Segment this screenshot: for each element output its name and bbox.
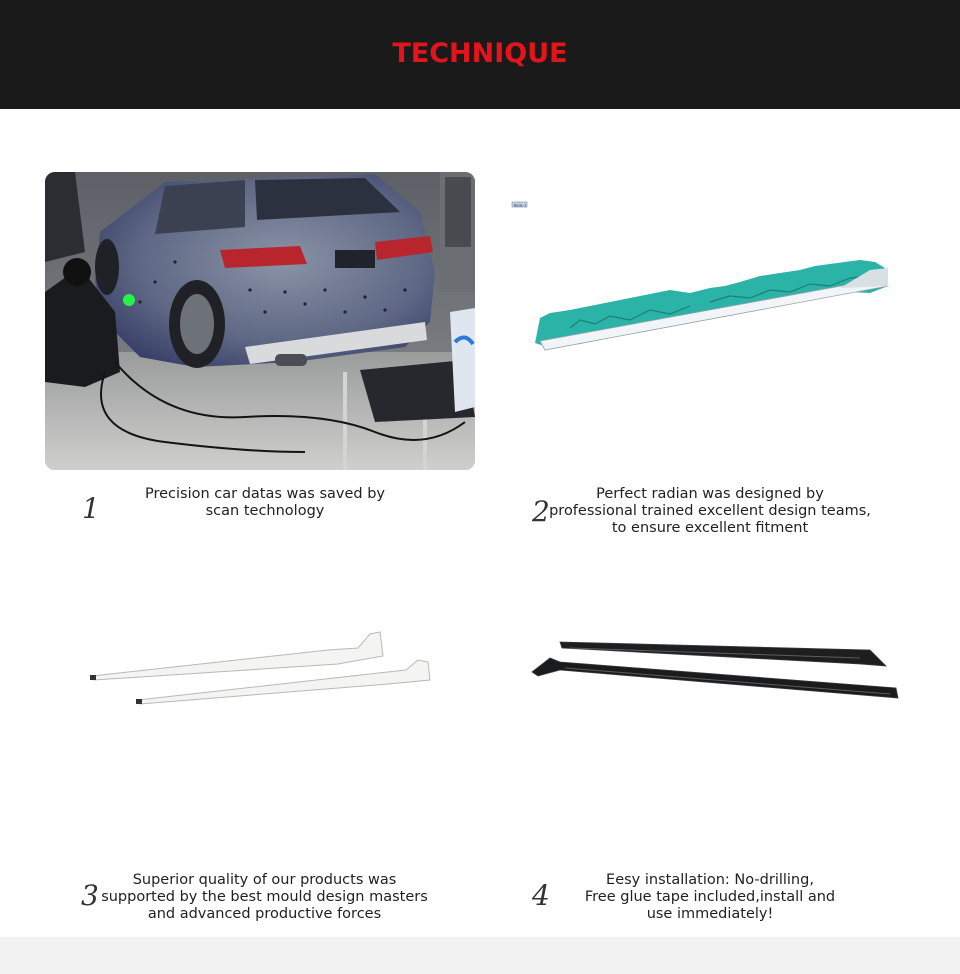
step-number-1: 1 [82, 492, 100, 525]
caption-line: use immediately! [646, 906, 774, 922]
caption-line: Superior quality of our products was [132, 872, 397, 888]
caption-line: professional trained excellent design teams, [549, 503, 871, 519]
caption-line: Free glue tape included,install and [584, 889, 836, 905]
model-tag-label: Body 1 [514, 203, 527, 208]
caption-line: Perfect radian was designed by [596, 486, 824, 502]
step-caption-2 [545, 486, 875, 537]
caption-line: to ensure excellent fitment [611, 520, 809, 536]
car-scan-photo [45, 172, 475, 470]
caption-line: Precision car datas was saved by [144, 486, 385, 502]
header-banner [0, 0, 960, 109]
caption-line: and advanced productive forces [147, 906, 382, 922]
page-title: TECHNIQUE [392, 38, 568, 69]
step-number-2: 2 [532, 495, 550, 528]
carbon-side-skirts-photo [530, 636, 902, 704]
caption-line: scan technology [205, 503, 325, 519]
cad-model-render [510, 198, 895, 358]
step-number-3: 3 [81, 879, 99, 912]
caption-line: supported by the best mould design masters [101, 889, 428, 905]
step-caption-3 [97, 872, 432, 923]
step-caption-1 [100, 486, 430, 520]
step-number-4: 4 [532, 879, 550, 912]
white-side-skirts-photo [88, 628, 433, 708]
step-caption-4 [545, 872, 875, 923]
footer-strip [0, 937, 960, 974]
caption-line: Eesy installation: No-drilling, [606, 872, 814, 888]
